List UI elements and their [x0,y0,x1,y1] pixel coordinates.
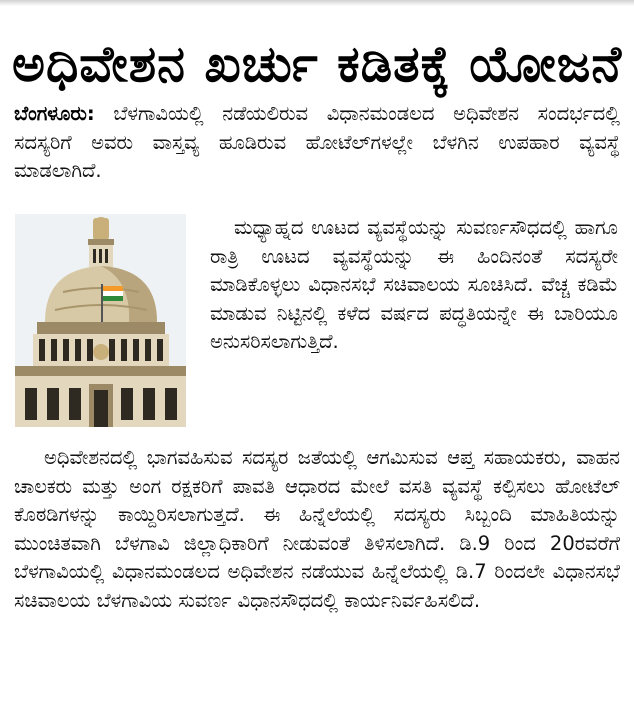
paragraph-3: ಅಧಿವೇಶನದಲ್ಲಿ ಭಾಗವಹಿಸುವ ಸದಸ್ಯರ ಜತೆಯಲ್ಲಿ ಆಗಮಿಸುವ ಆಪ್ತ ಸಹಾಯಕರು, ವಾಹನ ಚಾಲಕರು ಮತ್ತು ಅಂಗ ರಕ್ಷಕರಿಗೆ ಪಾವತಿ ಆಧಾರದ ಮೇಲೆ ವಸತಿ ವ್ಯವಸ್ಥೆ ಕಲ್ಪಿಸಲು ಹೋಟೆಲ್ ಕೊಠಡಿಗಳನ್ನು ಕಾಯ್ದಿರಿಸಲಾಗುತ್ತದೆ. ಈ ಹಿನ್ನೆಲೆಯಲ್ಲಿ ಸದಸ್ಯರು ಸಿಬ್ಬಂದಿ ಮಾಹಿತಿಯನ್ನು ಮುಂಚಿತವಾಗಿ ಬೆಳಗಾವಿ ಜಿಲ್ಲಾಧಿಕಾರಿಗೆ ನೀಡುವಂತೆ ತಿಳಿಸಲಾಗಿದೆ. ಡಿ.9 ರಿಂದ 20ರವರೆಗೆ ಬೆಳಗಾವಿಯಲ್ಲಿ ವಿಧಾನಮಂಡಲದ ಅಧಿವೇಶನ ನಡೆಯುವ ಹಿನ್ನೆಲೆಯಲ್ಲಿ ಡಿ.7 ರಿಂದಲೇ ವಿಧಾನಸಭೆ ಸಚಿವಾಲಯ ಬೆಳಗಾವಿಯ ಸುವರ್ಣ ವಿಧಾನಸೌಧದಲ್ಲಿ ಕಾರ್ಯನಿರ್ವಹಿಸಲಿದೆ. [14,446,620,612]
vidhana-soudha-illustration [15,214,186,427]
paragraph-1-text: ಬೆಳಗಾವಿಯಲ್ಲಿ ನಡೆಯಲಿರುವ ವಿಧಾನಮಂಡಲದ ಅಧಿವೇಶನ ಸಂದರ್ಭದಲ್ಲಿ ಸದಸ್ಯರಿಗೆ ಅವರು ವಾಸ್ತವ್ಯ ಹೂಡಿರುವ ಹೋಟೆಲ್‌ಗಳಲ್ಲೇ ಬೆಳಗಿನ ಉಪಹಾರ ವ್ಯವಸ್ಥೆ ಮಾಡಲಾಗಿದೆ. [14,102,621,183]
vidhana-soudha-photo [15,214,186,427]
paragraph-1 [14,100,620,186]
dateline: ಬೆಂಗಳೂರು: [14,102,95,125]
top-rule [0,0,634,6]
headline: ಅಧಿವೇಶನ ಖರ್ಚು ಕಡಿತಕ್ಕೆ ಯೋಜನೆ [12,35,623,93]
paragraph-2: ಮಧ್ಯಾಹ್ನದ ಊಟದ ವ್ಯವಸ್ಥೆಯನ್ನು ಸುವರ್ಣಸೌಧದಲ್ಲಿ ಹಾಗೂ ರಾತ್ರಿ ಊಟದ ವ್ಯವಸ್ಥೆಯನ್ನು ಈ ಹಿಂದಿನಂತೆ ಸದಸ್ಯರೇ ಮಾಡಿಕೊಳ್ಳಲು ವಿಧಾನಸಭೆ ಸಚಿವಾಲಯ ಸೂಚಿಸಿದೆ. ವೆಚ್ಚ ಕಡಿಮೆ ಮಾಡುವ ನಿಟ್ಟಿನಲ್ಲಿ ಕಳೆದ ವರ್ಷದ ಪದ್ಧತಿಯನ್ನೇ ಈ ಬಾರಿಯೂ ಅನುಸರಿಸಲಾಗುತ್ತಿದೆ. [210,216,618,354]
